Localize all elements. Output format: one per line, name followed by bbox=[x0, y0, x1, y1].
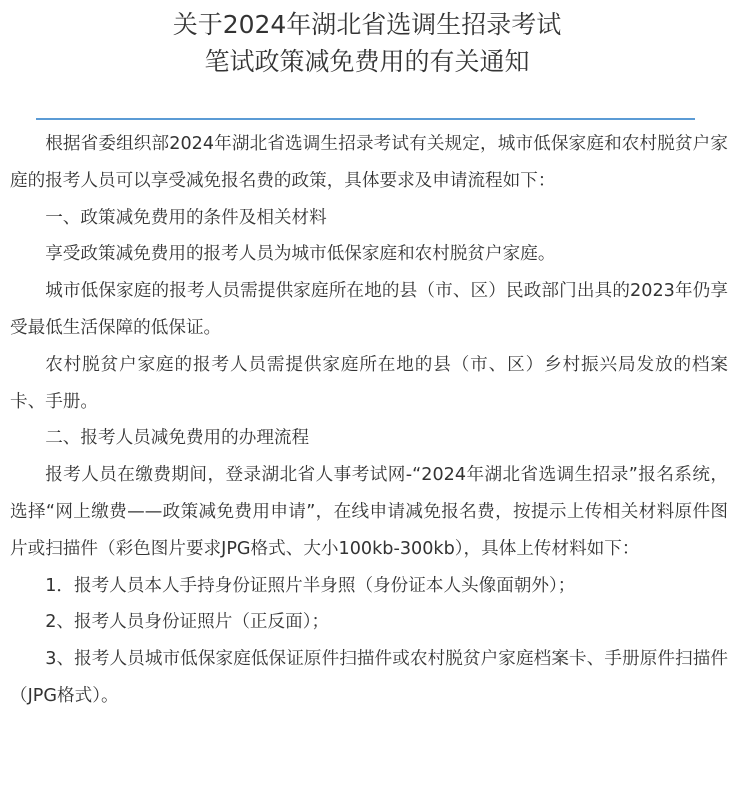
body-paragraph: 享受政策减免费用的报考人员为城市低保家庭和农村脱贫户家庭。 bbox=[45, 244, 556, 265]
body-paragraph: 报考人员在缴费期间，登录湖北省人事考试网-“2024年湖北省选调生招录”报名系统，选择“网上缴费——政策减免费用申请”，在线申请减免报名费，按提示上传相关材料原件图片或扫描件（彩色图片要求JPG格式、大小100kb-300kb），具体上传材料如下： bbox=[10, 465, 728, 559]
title-line-1: 关于2024年湖北省选调生招录考试 bbox=[172, 10, 562, 39]
list-item: 1．报考人员本人手持身份证照片半身照（身份证本人头像面朝外）； bbox=[45, 575, 576, 596]
notice-title bbox=[0, 6, 734, 80]
intro-paragraph: 根据省委组织部2024年湖北省选调生招录考试有关规定，城市低保家庭和农村脱贫户家庭的报考人员可以享受减免报名费的政策，具体要求及申请流程如下： bbox=[10, 134, 728, 191]
list-item: 2、报考人员身份证照片（正反面）； bbox=[45, 612, 330, 633]
body-paragraph: 城市低保家庭的报考人员需提供家庭所在地的县（市、区）民政部门出具的2023年仍享受最低生活保障的低保证。 bbox=[10, 281, 728, 338]
section-heading-2: 二、报考人员减免费用的办理流程 bbox=[45, 428, 310, 449]
section-heading-1: 一、政策减免费用的条件及相关材料 bbox=[45, 207, 327, 228]
title-line-2: 笔试政策减免费用的有关通知 bbox=[204, 47, 530, 76]
title-divider bbox=[36, 118, 695, 120]
body-paragraph: 农村脱贫户家庭的报考人员需提供家庭所在地的县（市、区）乡村振兴局发放的档案卡、手册。 bbox=[10, 354, 728, 412]
notice-body bbox=[10, 126, 728, 715]
list-item: 3、报考人员城市低保家庭低保证原件扫描件或农村脱贫户家庭档案卡、手册原件扫描件（JPG格式）。 bbox=[10, 649, 728, 706]
